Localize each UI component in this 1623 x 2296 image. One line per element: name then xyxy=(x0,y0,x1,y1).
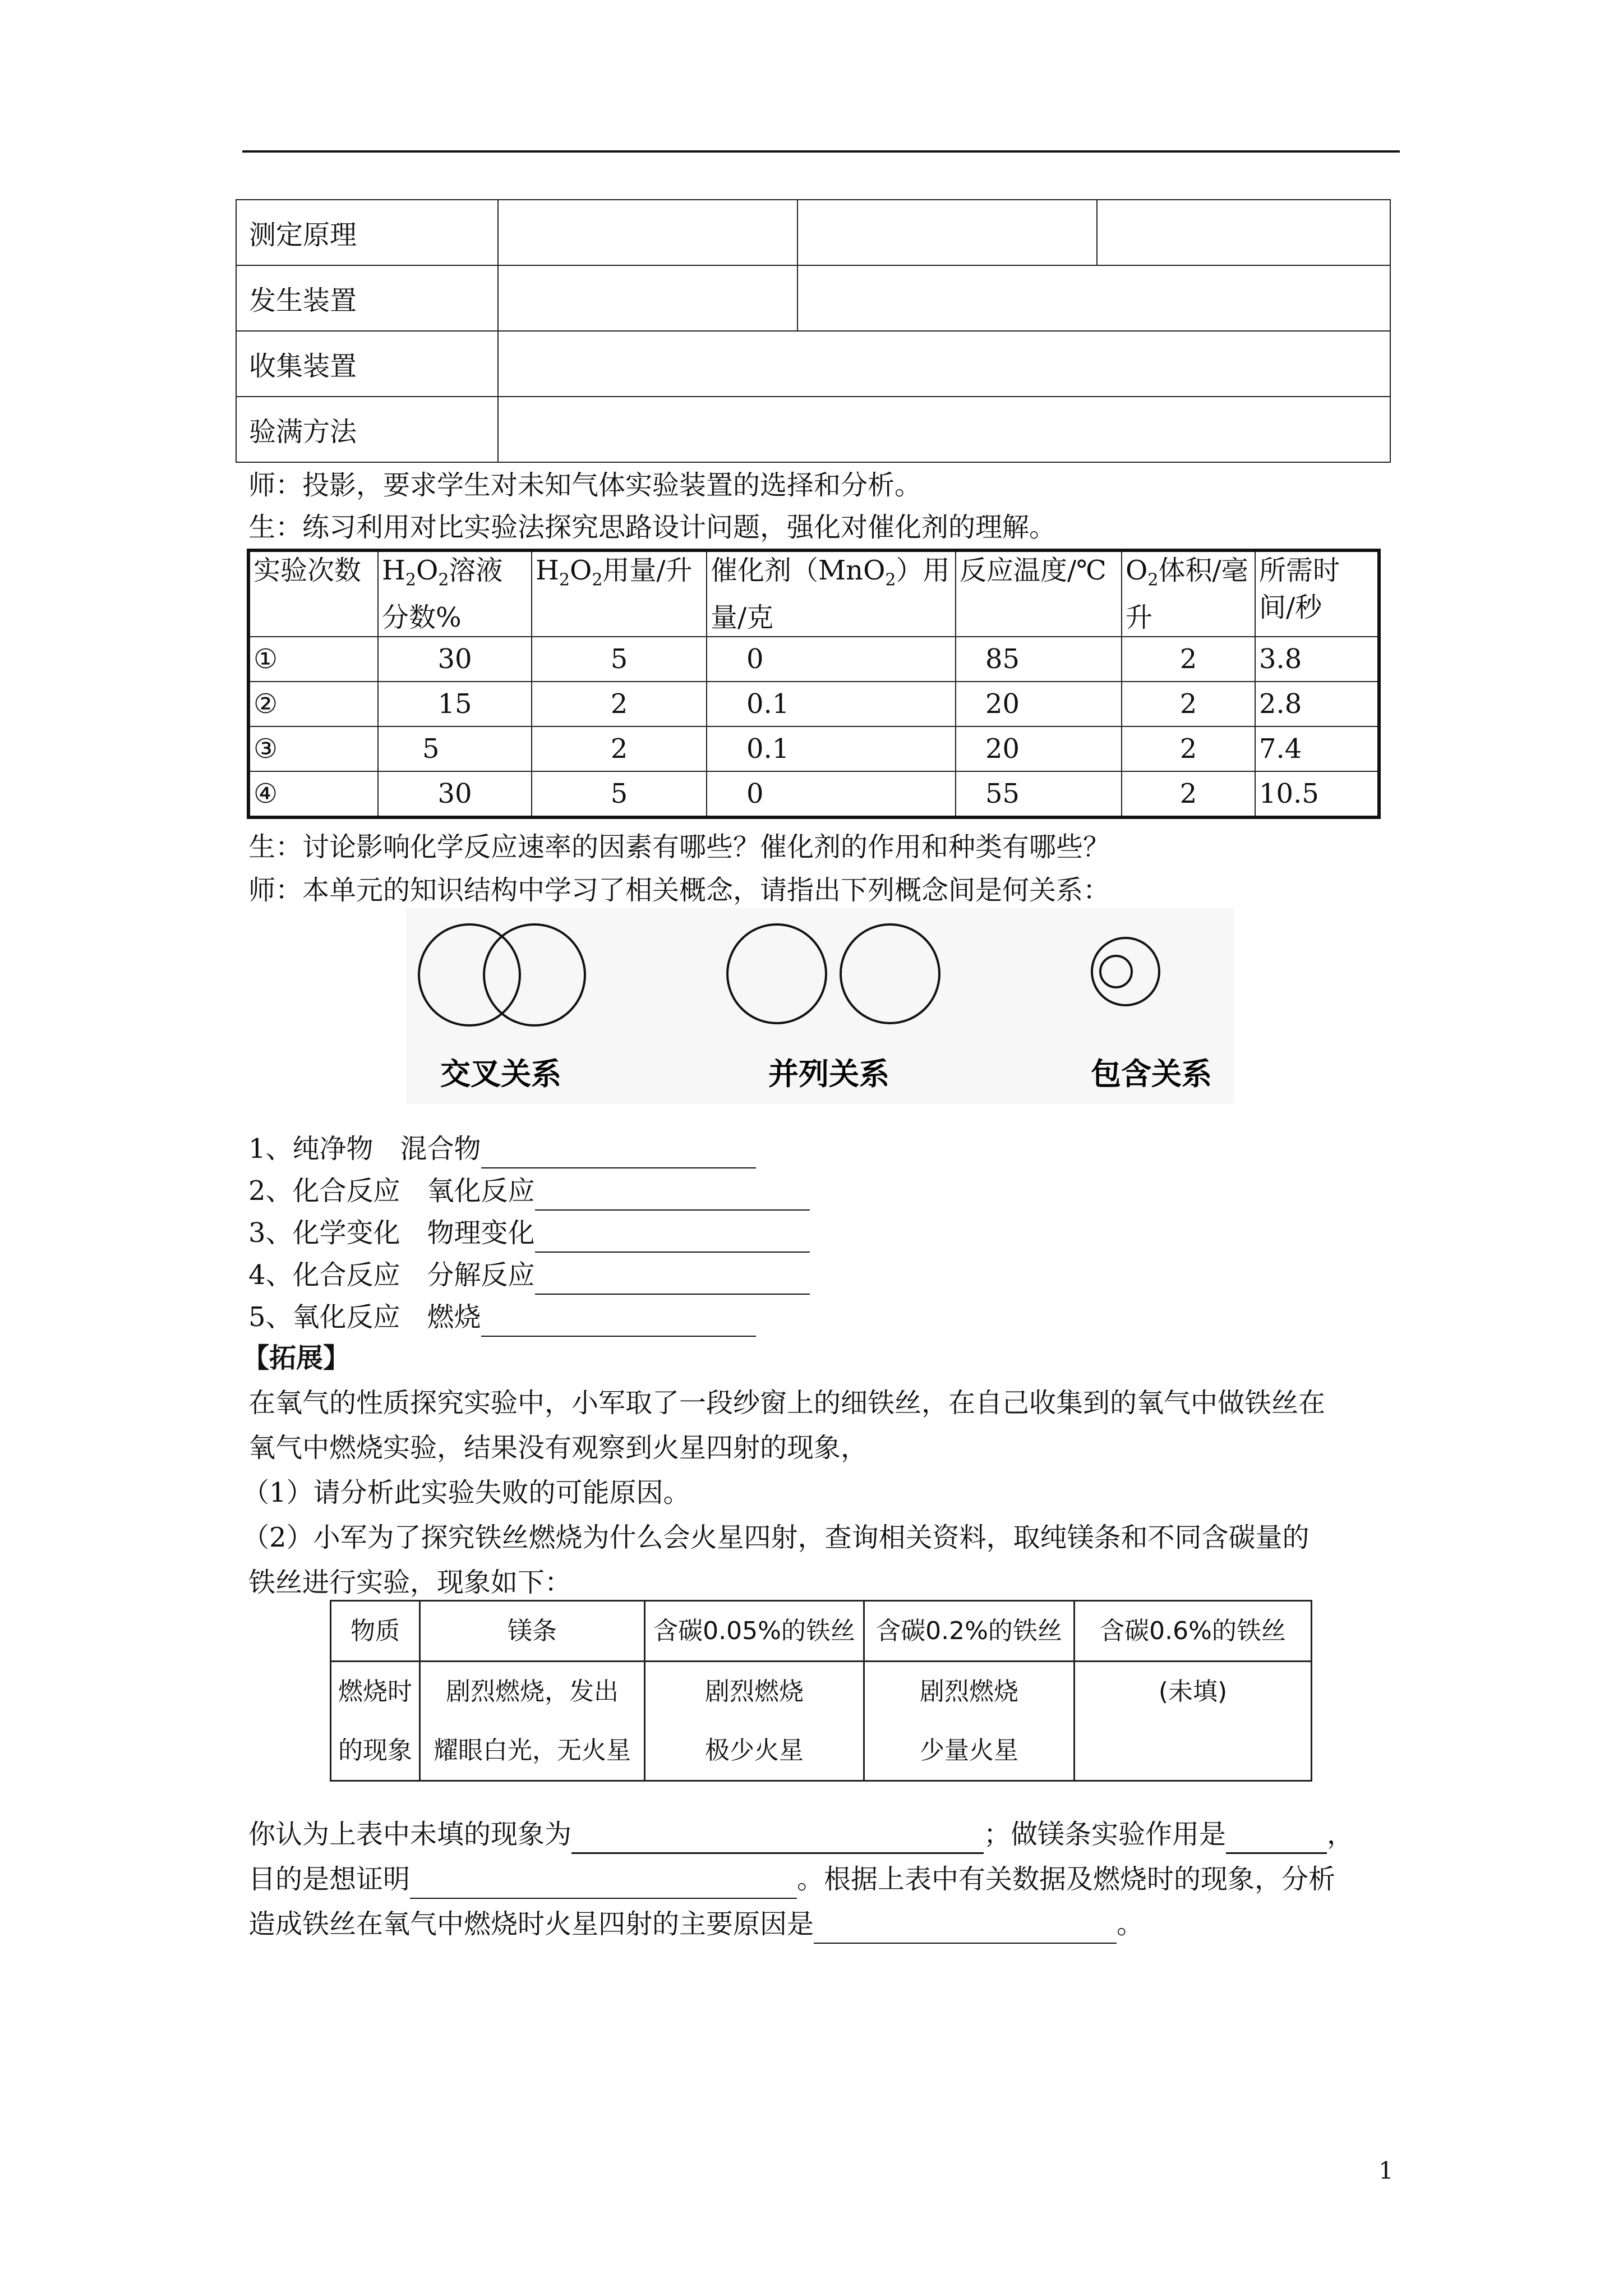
experiment-table xyxy=(247,549,1381,819)
cell-time: 10.5 xyxy=(1255,771,1379,817)
cell-concentration: 30 xyxy=(378,637,532,682)
combustion-table xyxy=(330,1600,1312,1782)
extension-question-2b: 铁丝进行实验，现象如下： xyxy=(248,1567,572,1598)
cell-o2: 2 xyxy=(1122,726,1255,771)
extension-question-1: （1）请分析此实验失败的可能原因。 xyxy=(242,1477,690,1508)
cell-concentration: 5 xyxy=(378,726,532,771)
question-5: 5、氧化反应 燃烧 xyxy=(248,1297,756,1337)
concept-relationship-diagram xyxy=(407,908,1234,1104)
cell-magnesium: 剧烈燃烧，发出 耀眼白光，无火星 xyxy=(420,1662,645,1781)
question-1: 1、纯净物 混合物 xyxy=(248,1129,756,1168)
table-row xyxy=(248,637,1379,682)
header-time: 所需时间/秒 xyxy=(1255,550,1379,637)
cell-temperature: 55 xyxy=(956,771,1122,817)
question-2: 2、化合反应 氧化反应 xyxy=(248,1171,810,1211)
answer-blank[interactable] xyxy=(481,1138,756,1168)
page-number: 1 xyxy=(1378,2157,1394,2184)
header-rule xyxy=(242,150,1400,153)
cell-catalyst: 0.1 xyxy=(707,682,956,726)
final-line-3: 造成铁丝在氧气中燃烧时火星四射的主要原因是 。 xyxy=(248,1904,1144,1944)
cell-temperature: 20 xyxy=(956,726,1122,771)
answer-blank[interactable] xyxy=(535,1264,810,1295)
header-catalyst: 催化剂（MnO$_2$）用量/克 xyxy=(707,550,956,637)
cell-temperature: 85 xyxy=(956,637,1122,682)
cell-catalyst: 0 xyxy=(707,771,956,817)
answer-blank[interactable] xyxy=(814,1913,1117,1944)
final-line-1: 你认为上表中未填的现象为 ；做镁条实验作用是 ， xyxy=(248,1815,1354,1854)
parallel-label: 并列关系 xyxy=(768,1056,889,1092)
cell-carbon-005: 剧烈燃烧 极少火星 xyxy=(645,1662,864,1781)
answer-cell[interactable] xyxy=(498,331,1390,397)
answer-cell[interactable] xyxy=(797,265,1390,331)
cell-volume: 5 xyxy=(532,637,707,682)
row-label: 燃烧时 的现象 xyxy=(331,1662,420,1781)
cell-o2: 2 xyxy=(1122,637,1255,682)
student-line-2: 生：讨论影响化学反应速率的因素有哪些？催化剂的作用和种类有哪些？ xyxy=(248,831,1110,863)
extension-para-1: 在氧气的性质探究实验中，小军取了一段纱窗上的细铁丝，在自己收集到的氧气中做铁丝在 xyxy=(248,1387,1326,1419)
table-row xyxy=(248,771,1379,817)
final-line-2: 目的是想证明 。根据上表中有关数据及燃烧时的现象，分析 xyxy=(248,1860,1335,1899)
intersection-label: 交叉关系 xyxy=(440,1056,561,1092)
extension-para-2: 氧气中燃烧实验，结果没有观察到火星四射的现象， xyxy=(248,1432,868,1464)
student-line-1: 生：练习利用对比实验法探究思路设计问题，强化对催化剂的理解。 xyxy=(248,512,1057,543)
header-trial: 实验次数 xyxy=(248,550,378,637)
cell-catalyst: 0.1 xyxy=(707,726,956,771)
answer-cell[interactable] xyxy=(797,200,1097,265)
row-label: 测定原理 xyxy=(236,200,498,265)
question-3: 3、化学变化 物理变化 xyxy=(248,1213,810,1253)
cell-volume: 5 xyxy=(532,771,707,817)
answer-blank[interactable] xyxy=(535,1180,810,1211)
table-row xyxy=(248,682,1379,726)
cell-trial: ① xyxy=(248,637,378,682)
header-magnesium: 镁条 xyxy=(420,1601,645,1662)
cell-catalyst: 0 xyxy=(707,637,956,682)
cell-temperature: 20 xyxy=(956,682,1122,726)
header-carbon-06: 含碳0.6%的铁丝 xyxy=(1075,1601,1312,1662)
row-label: 收集装置 xyxy=(236,331,498,397)
row-label: 发生装置 xyxy=(236,265,498,331)
table-row xyxy=(236,331,1390,397)
cell-carbon-02: 剧烈燃烧 少量火星 xyxy=(864,1662,1075,1781)
cell-time: 7.4 xyxy=(1255,726,1379,771)
cell-volume: 2 xyxy=(532,726,707,771)
cell-time: 3.8 xyxy=(1255,637,1379,682)
cell-o2: 2 xyxy=(1122,771,1255,817)
table-header-row xyxy=(331,1601,1312,1662)
row-label: 验满方法 xyxy=(236,397,498,462)
answer-cell[interactable] xyxy=(498,265,797,331)
teacher-line-1: 师：投影，要求学生对未知气体实验装置的选择和分析。 xyxy=(248,470,922,501)
cell-time: 2.8 xyxy=(1255,682,1379,726)
answer-blank[interactable] xyxy=(410,1869,797,1899)
cell-carbon-06[interactable]: (未填) xyxy=(1075,1662,1312,1781)
answer-cell[interactable] xyxy=(498,200,797,265)
inclusion-label: 包含关系 xyxy=(1091,1056,1212,1092)
header-volume: $H_2O_2$用量/升 xyxy=(532,550,707,637)
cell-trial: ② xyxy=(248,682,378,726)
header-temperature: 反应温度/℃ xyxy=(956,550,1122,637)
header-carbon-005: 含碳0.05%的铁丝 xyxy=(645,1601,864,1662)
answer-blank[interactable] xyxy=(1226,1823,1327,1854)
answer-cell[interactable] xyxy=(498,397,1390,462)
header-carbon-02: 含碳0.2%的铁丝 xyxy=(864,1601,1075,1662)
cell-concentration: 30 xyxy=(378,771,532,817)
answer-cell[interactable] xyxy=(1097,200,1390,265)
table-row xyxy=(236,265,1390,331)
question-4: 4、化合反应 分解反应 xyxy=(248,1255,810,1295)
cell-o2: 2 xyxy=(1122,682,1255,726)
table-row xyxy=(248,726,1379,771)
extension-question-2a: （2）小军为了探究铁丝燃烧为什么会火星四射，查询相关资料，取纯镁条和不同含碳量的 xyxy=(242,1522,1310,1553)
answer-blank[interactable] xyxy=(571,1823,984,1854)
header-o2-volume: $O_2$体积/毫升 xyxy=(1122,550,1255,637)
header-concentration: $H_2O_2$溶液分数% xyxy=(378,550,532,637)
cell-trial: ③ xyxy=(248,726,378,771)
answer-blank[interactable] xyxy=(481,1306,756,1337)
table-header-row xyxy=(248,550,1379,637)
table-row xyxy=(331,1662,1312,1781)
extension-title: 【拓展】 xyxy=(242,1342,351,1374)
cell-trial: ④ xyxy=(248,771,378,817)
gas-preparation-table xyxy=(236,199,1391,463)
cell-concentration: 15 xyxy=(378,682,532,726)
answer-blank[interactable] xyxy=(535,1222,810,1253)
teacher-line-2: 师：本单元的知识结构中学习了相关概念，请指出下列概念间是何关系： xyxy=(248,875,1110,906)
cell-volume: 2 xyxy=(532,682,707,726)
table-row xyxy=(236,397,1390,462)
header-substance: 物质 xyxy=(331,1601,420,1662)
table-row xyxy=(236,200,1390,265)
